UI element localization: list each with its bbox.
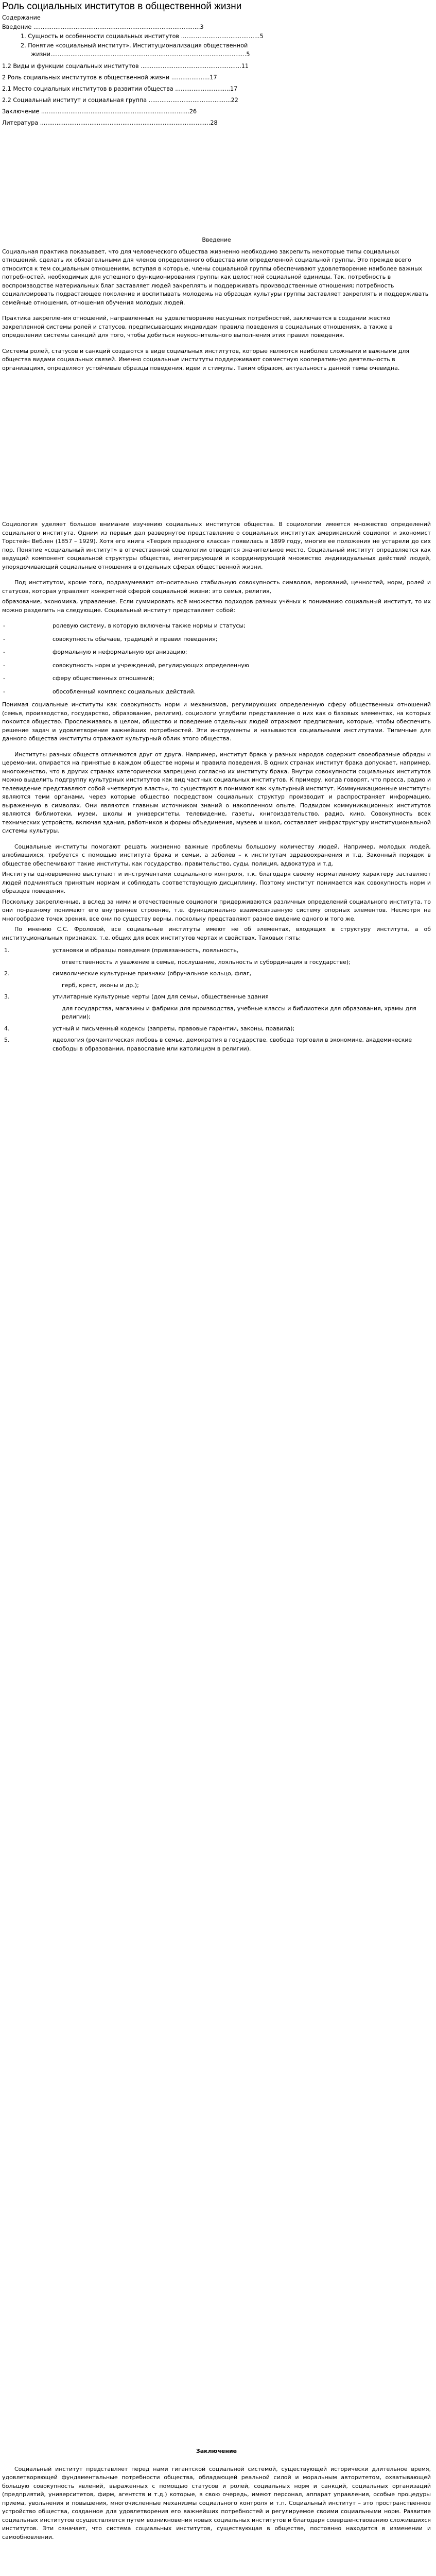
list-item: герб, крест, иконы и др.);: [62, 981, 139, 989]
list-item: ответственность и уважение в семье, послушание, лояльность и субординация в государстве);: [62, 958, 351, 965]
list-item: 3. утилитарные культурные черты (дом для семьи, общественные здания: [4, 993, 269, 1000]
conclusion-paragraph: Социальный институт представляет перед нами гигантской социальной системой, существующей исторически длительное время, удовлетворяющей фундаментальные потребности общества, обладающей реальной силой и моральным авторитетом, охватывающей большую совокупность явлений, выраженных с помощью статусов и ролей, социальных норм и санкций, социальных организаций (предприятий, университетов, фирм, агентств и т.д.) которые, в свою очередь, имеют персонал, аппарат управления, особые процедуры приема, увольнения и повышения, многочисленные механизмы социального контроля и т.п. Социальный институт – это пространственное устройство общества, созданное для удовлетворения его важнейших потребностей и регулируемое своими социальными норм. Развитие социальных институтов осуществляется путем возникновения новых социальных институтов и благодаря совершенствованию сложившихся институтов. Эти означает, что система социальных институтов, существующая в обществе, постоянно находится в изменении и самообновлении.: [2, 2465, 431, 2540]
toc-line[interactable]: жизни...........................................................................................................5: [31, 51, 250, 58]
list-item: - обособленный комплекс социальных действий.: [3, 688, 196, 695]
list-item: - сферу общественных отношений;: [3, 675, 154, 682]
body-paragraph: Институты одновременно выступают и инструментами социального контроля, т.к. благодаря своему нормативному характеру заставляют людей подчиняться принятым нормам и соблюдать соответствующую дисциплину. Поэтому институт понимается как совокупность норм и образцов поведения.: [2, 871, 431, 894]
list-item: - совокупность обычаев, традиций и правил поведения;: [3, 635, 218, 642]
toc-line[interactable]: 1.2 Виды и функции социальных институтов .......................................................11: [2, 63, 249, 70]
body-section: [2, 520, 431, 1056]
conclusion-heading: Заключение: [196, 2448, 237, 2454]
toc-line[interactable]: 1. Сущность и особенности социальных институтов ...........................................5: [21, 33, 264, 40]
intro-paragraph: Практика закрепления отношений, направленных на удовлетворение насущных потребностей, заключается в создании жестко закрепленной системы ролей и статусов, предписывающих индивидам правила поведения в социальных отношениях, а также в определении системы санкций для того, чтобы добиться неукоснительного выполнения этих правил поведения.: [2, 315, 393, 338]
list-item: - совокупность норм и учреждений, регулирующих определенную: [3, 662, 250, 669]
intro-paragraph: Социальная практика показывает, что для человеческого общества жизненно необходимо закрепить некоторые типы социальных отношений, сделать их обязательными для членов определенного общества или определенной социальной группы. Это прежде всего относится к тем социальным отношениям, вступая в которые, члены социальной группы обеспечивают удовлетворение наиболее важных потребностей, необходимых для успешного функционирования группы как целостной социальной единицы. Так, потребность в воспроизводстве материальных благ заставляет людей закреплять и поддерживать производственные отношения; потребность социализировать подрастающее поколение и воспитывать молодежь на образцах культуры группы заставляет закреплять и поддерживать семейные отношения, отношения обучения молодых людей.: [2, 248, 429, 306]
institutional-features-list: [2, 946, 431, 1053]
body-paragraph: Под институтом, кроме того, подразумевают относительно стабильную совокупность символов, верований, ценностей, норм, ролей и статусов, которая управляет конкретной сферой социальной жизни: это семья, религия,: [2, 579, 431, 595]
intro-section: [2, 236, 431, 380]
body-paragraph: Понимая социальные институты как совокупность норм и механизмов, регулирующих определенную сферу общественных отношений (семья, производство, государство, образование, религия), социологи углубили представление о них как о базовых элементах, на которых покоится общество. Прослеживаясь в целом, общество и поведение отдельных людей отражают предписания, которые, чтобы обеспечить решение задач и удовлетворение важнейших потребностей. Эти инструменты и называются социальными институтами. Типичные для данного общества институты отражают культурный облик этого общества.: [2, 701, 431, 742]
body-paragraph: образование, экономика, управление. Если суммировать всё множество подходов разных учёных к пониманию социальный институт, то их можно разделить на следующие. Социальный институт представляет собой:: [2, 598, 431, 614]
body-paragraph: По мнению С.С. Фроловой, все социальные институты имеют не об элементах, входящих в структуру института, а об институциональных признаках, т.е. общих для всех институтов чертах и свойствах. Таковых пять:: [2, 926, 431, 941]
list-item: 1. установки и образцы поведения (привязанность, лояльность,: [4, 947, 239, 954]
toc-line[interactable]: Литература .............................................................................................28: [2, 120, 218, 126]
toc-heading: Содержание: [2, 14, 41, 21]
conclusion-section: [2, 2447, 431, 2549]
list-item: - формальную и неформальную организацию;: [3, 649, 187, 655]
page-title: Роль социальных институтов в общественной жизни: [2, 1, 242, 12]
body-paragraph: Поскольку закрепленные, в вслед за ними и отечественные социологи придерживаются различных определений социального института, то они по-разному понимают его внутреннее строение, т.е. функционально взаимосвязанную систему опорных элементов. Несмотря на многообразие точек зрения, все они по существу верны, поскольку представляют разное видение одного и того же.: [2, 898, 431, 922]
body-paragraph: Социальные институты помогают решать жизненно важные проблемы большому количеству людей. Например, молодых людей, влюбившихся, требуется с помощью института брака и семьи, а заболев – к институтам здравоохранения и т.д. Законный порядок в обществе обеспечивают такие институты, как государство, правительство, суды, полиция, адвокатура и т.д.: [2, 843, 431, 867]
intro-paragraph: Системы ролей, статусов и санкций создаются в виде социальных институтов, которые являются наиболее сложными и важными для общества видами социальных связей. Именно социальные институты поддерживают совместную кооперативную деятельность в организациях, определяют устойчивые образцы поведения, идеи и стимулы. Таким образом, актуальность данной темы очевидна.: [2, 347, 409, 371]
list-item: 2. символические культурные признаки (обручальное кольцо, флаг,: [4, 970, 252, 977]
toc-line[interactable]: Заключение .................................................................................26: [2, 108, 197, 115]
toc-line[interactable]: 2 Роль социальных институтов в общественной жизни .....................17: [2, 74, 217, 81]
list-item: 4. устный и письменный кодексы (запреты, правовые гарантии, законы, правила);: [4, 1025, 295, 1032]
list-item: для государства, магазины и фабрики для производства, учебные классы и библиотеки для образования, храмы для религии);: [62, 1005, 416, 1020]
toc-line[interactable]: 2.2 Социальный институт и социальная группа .............................................22: [2, 97, 238, 104]
intro-heading: Введение: [202, 236, 231, 243]
list-item: 5. идеология (романтическая любовь в семье, демократия в государстве, свобода торговли в экономике, академические свободы в образовании, православие или католицизм в религии).: [4, 1037, 412, 1052]
toc-line[interactable]: 2. Понятие «социальный институт». Институционализация общественной: [21, 42, 248, 49]
body-paragraph: Институты разных обществ отличаются друг от друга. Например, институт брака у разных народов содержит своеобразные обряды и церемонии, опирается на принятые в каждом обществе нормы и правила поведения. В одних странах институт брака допускает, например, многоженство, что в других странах категорически запрещено согласно их институту брака. Внутри совокупности социальных институтов можно выделить подгруппу культурных институтов как вид частных социальных институтов. К примеру, когда говорят, что пресса, радио и телевидение представляют собой «четвертую власть», то существуют в понимают как культурный институт. Коммуникационные институты являются теми органами, через которые общество посредством социальных структур производит и распространяет информацию, выраженную в символах. Они являются главным источником знаний о накопленном опыте. Подвидом коммуникационных институтов являются библиотеки, музеи, школы и университеты, телевидение, газеты, книгоиздательство, радио, кино. Совокупность всех технических устройств, включая здания, работников и формы объединения, музеев и школ, составляет инфраструктуру институциональной системы культуры.: [2, 751, 431, 834]
institute-definitions-list: [2, 622, 431, 696]
body-paragraph: Социология уделяет большое внимание изучению социальных институтов общества. В социологии имеется множество определений социального института. Одним из первых дал развернутое представление о социальных институтах американский социолог и экономист Торстейн Веблен (1857 – 1929). Хотя его книга «Теория праздного класса» появилась в 1899 году, многие ее положения не устарели до сих пор. Понятие «социальный институт» в отечественной социологии отводится значительное место. Социальный институт определяется как ведущий компонент социальной структуры общества, интегрирующий и координирующий множество индивидуальных действий людей, упорядочивающий социальные отношения в отдельных сферах общественной жизни.: [2, 521, 431, 570]
toc-line[interactable]: 2.1 Место социальных институтов в развитии общества ..............................17: [2, 86, 238, 92]
list-item: - ролевую систему, в которую включены также нормы и статусы;: [3, 622, 246, 629]
toc-line[interactable]: Введение ...........................................................................................3: [2, 24, 204, 30]
